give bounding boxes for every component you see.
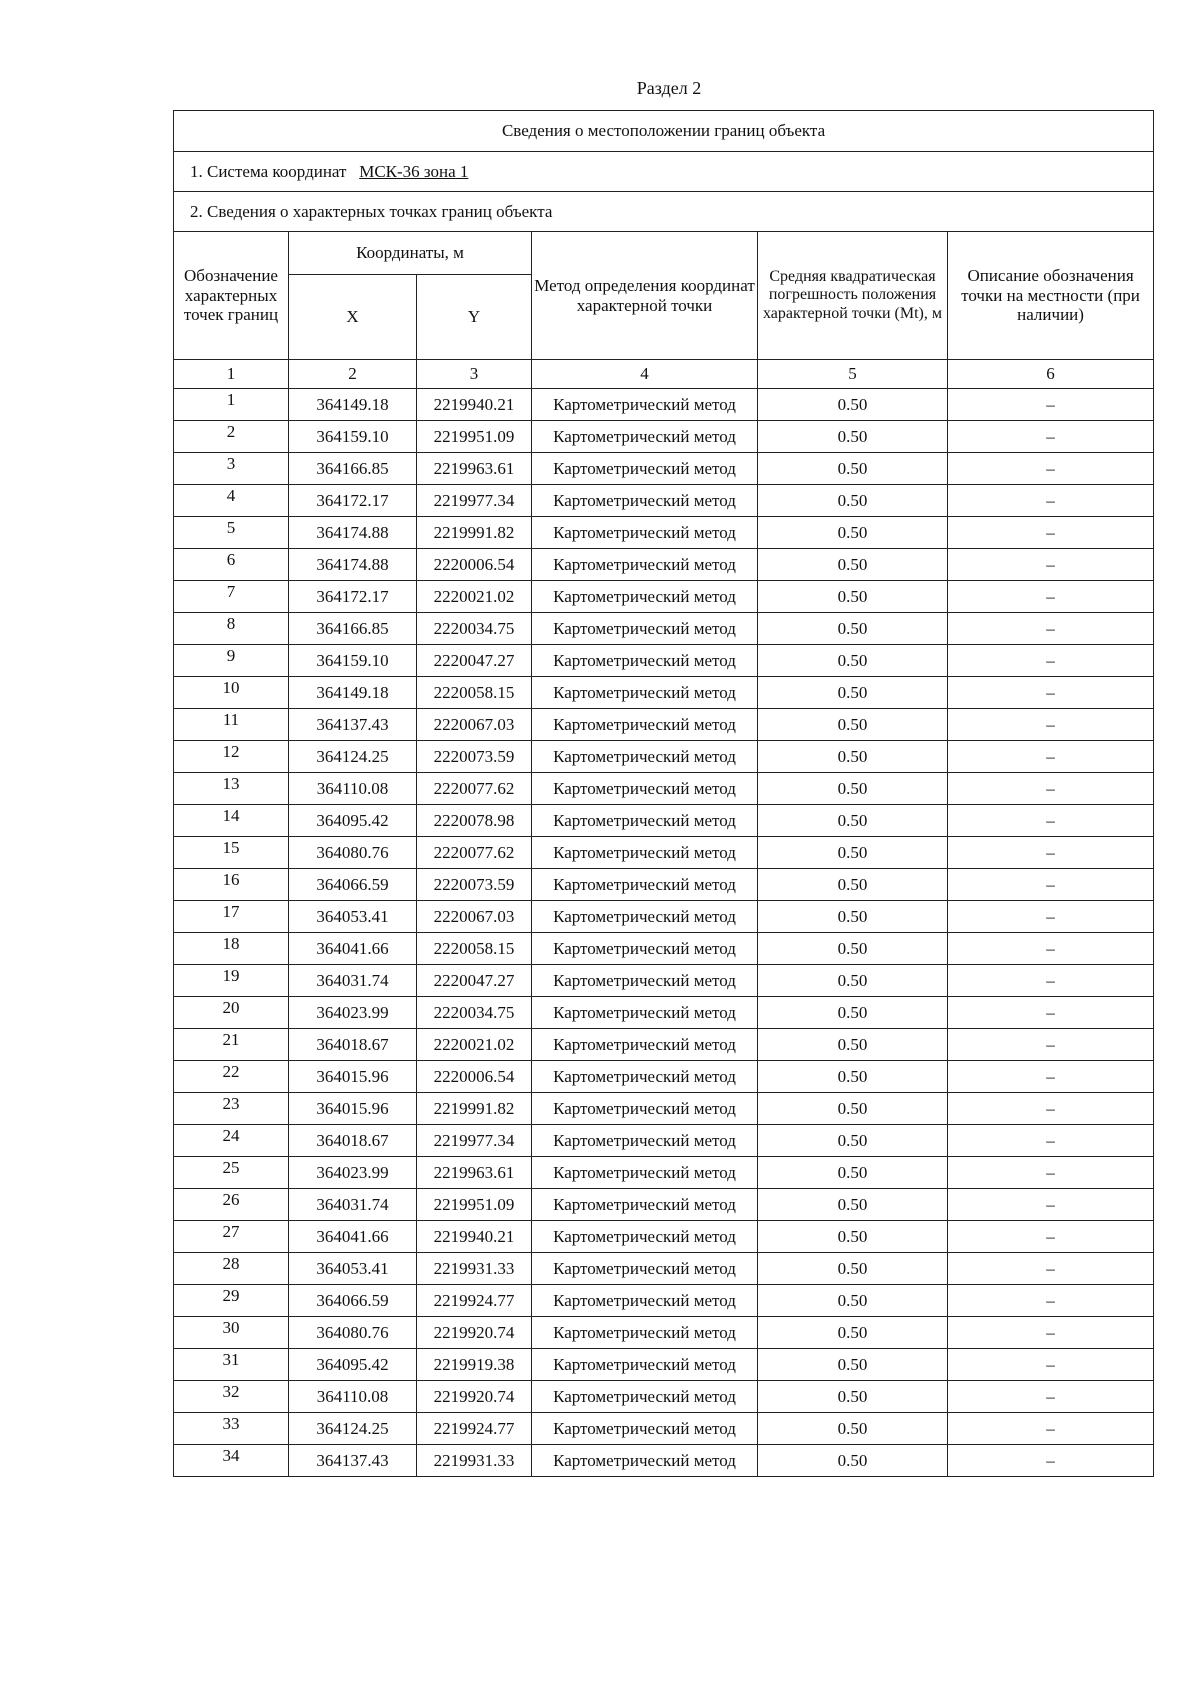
coord-y: 2220077.62 bbox=[417, 837, 532, 869]
table-row bbox=[174, 1157, 1154, 1189]
coord-x: 364080.76 bbox=[289, 837, 417, 869]
table-row bbox=[174, 453, 1154, 485]
coord-x: 364172.17 bbox=[289, 485, 417, 517]
mt-error: 0.50 bbox=[758, 549, 948, 581]
description: – bbox=[948, 933, 1154, 965]
coord-y: 2220006.54 bbox=[417, 1061, 532, 1093]
point-number: 3 bbox=[174, 453, 289, 485]
coord-y: 2219940.21 bbox=[417, 389, 532, 421]
mt-error: 0.50 bbox=[758, 869, 948, 901]
point-number: 18 bbox=[174, 933, 289, 965]
description: – bbox=[948, 1349, 1154, 1381]
mt-error: 0.50 bbox=[758, 965, 948, 997]
table-row bbox=[174, 1381, 1154, 1413]
mt-error: 0.50 bbox=[758, 1253, 948, 1285]
mt-error: 0.50 bbox=[758, 581, 948, 613]
point-number: 27 bbox=[174, 1221, 289, 1253]
coord-y: 2220021.02 bbox=[417, 1029, 532, 1061]
table-row bbox=[174, 1125, 1154, 1157]
point-number: 23 bbox=[174, 1093, 289, 1125]
coord-y: 2220073.59 bbox=[417, 869, 532, 901]
point-number: 15 bbox=[174, 837, 289, 869]
coord-x: 364041.66 bbox=[289, 1221, 417, 1253]
description: – bbox=[948, 1093, 1154, 1125]
mt-error: 0.50 bbox=[758, 933, 948, 965]
method: Картометрический метод bbox=[532, 1157, 758, 1189]
point-number: 26 bbox=[174, 1189, 289, 1221]
point-number: 28 bbox=[174, 1253, 289, 1285]
coord-x: 364172.17 bbox=[289, 581, 417, 613]
data-rows bbox=[174, 389, 1154, 1477]
method: Картометрический метод bbox=[532, 1253, 758, 1285]
description: – bbox=[948, 997, 1154, 1029]
coord-y: 2220034.75 bbox=[417, 613, 532, 645]
table-row bbox=[174, 741, 1154, 773]
description: – bbox=[948, 1413, 1154, 1445]
coord-y: 2220021.02 bbox=[417, 581, 532, 613]
method: Картометрический метод bbox=[532, 1285, 758, 1317]
method: Картометрический метод bbox=[532, 613, 758, 645]
coord-y: 2220067.03 bbox=[417, 901, 532, 933]
table-row bbox=[174, 421, 1154, 453]
description: – bbox=[948, 869, 1154, 901]
coord-x: 364174.88 bbox=[289, 549, 417, 581]
point-number: 6 bbox=[174, 549, 289, 581]
method: Картометрический метод bbox=[532, 485, 758, 517]
table-row bbox=[174, 677, 1154, 709]
coord-x: 364137.43 bbox=[289, 709, 417, 741]
coord-system-value: МСК-36 зона 1 bbox=[359, 161, 469, 181]
col-header-coords: Координаты, м bbox=[289, 232, 532, 275]
table-row bbox=[174, 1221, 1154, 1253]
method: Картометрический метод bbox=[532, 1093, 758, 1125]
coord-x: 364095.42 bbox=[289, 805, 417, 837]
description: – bbox=[948, 517, 1154, 549]
coord-y: 2219919.38 bbox=[417, 1349, 532, 1381]
coord-x: 364174.88 bbox=[289, 517, 417, 549]
description: – bbox=[948, 1221, 1154, 1253]
table-row bbox=[174, 869, 1154, 901]
method: Картометрический метод bbox=[532, 901, 758, 933]
coord-y: 2219963.61 bbox=[417, 1157, 532, 1189]
coord-x: 364031.74 bbox=[289, 965, 417, 997]
coord-y: 2220073.59 bbox=[417, 741, 532, 773]
mt-error: 0.50 bbox=[758, 1413, 948, 1445]
description: – bbox=[948, 549, 1154, 581]
description: – bbox=[948, 773, 1154, 805]
coord-y: 2220067.03 bbox=[417, 709, 532, 741]
table-row bbox=[174, 389, 1154, 421]
mt-error: 0.50 bbox=[758, 389, 948, 421]
table-row bbox=[174, 1029, 1154, 1061]
coord-y: 2220058.15 bbox=[417, 677, 532, 709]
description: – bbox=[948, 901, 1154, 933]
mt-error: 0.50 bbox=[758, 677, 948, 709]
coord-x: 364149.18 bbox=[289, 677, 417, 709]
point-number: 30 bbox=[174, 1317, 289, 1349]
coord-x: 364166.85 bbox=[289, 453, 417, 485]
method: Картометрический метод bbox=[532, 421, 758, 453]
description: – bbox=[948, 453, 1154, 485]
method: Картометрический метод bbox=[532, 549, 758, 581]
mt-error: 0.50 bbox=[758, 1093, 948, 1125]
point-number: 10 bbox=[174, 677, 289, 709]
point-number: 24 bbox=[174, 1125, 289, 1157]
description: – bbox=[948, 1381, 1154, 1413]
point-number: 11 bbox=[174, 709, 289, 741]
coord-x: 364124.25 bbox=[289, 1413, 417, 1445]
description: – bbox=[948, 1445, 1154, 1477]
point-number: 20 bbox=[174, 997, 289, 1029]
method: Картометрический метод bbox=[532, 997, 758, 1029]
method: Картометрический метод bbox=[532, 1317, 758, 1349]
coord-x: 364023.99 bbox=[289, 1157, 417, 1189]
table-row bbox=[174, 1189, 1154, 1221]
mt-error: 0.50 bbox=[758, 773, 948, 805]
description: – bbox=[948, 389, 1154, 421]
method: Картометрический метод bbox=[532, 1413, 758, 1445]
table-row bbox=[174, 805, 1154, 837]
coord-x: 364018.67 bbox=[289, 1125, 417, 1157]
coord-system-row bbox=[174, 152, 1154, 192]
coord-y: 2219940.21 bbox=[417, 1221, 532, 1253]
description: – bbox=[948, 1253, 1154, 1285]
mt-error: 0.50 bbox=[758, 1125, 948, 1157]
mt-error: 0.50 bbox=[758, 1381, 948, 1413]
table-row bbox=[174, 1061, 1154, 1093]
table-row bbox=[174, 1413, 1154, 1445]
method: Картометрический метод bbox=[532, 1445, 758, 1477]
point-number: 16 bbox=[174, 869, 289, 901]
description: – bbox=[948, 965, 1154, 997]
point-number: 1 bbox=[174, 389, 289, 421]
point-number: 32 bbox=[174, 1381, 289, 1413]
col-header-x: X bbox=[289, 275, 417, 360]
coord-x: 364066.59 bbox=[289, 1285, 417, 1317]
col-header-point: Обозначение характерных точек границ bbox=[174, 232, 289, 360]
description: – bbox=[948, 709, 1154, 741]
boundary-points-table bbox=[173, 110, 1154, 1477]
point-number: 4 bbox=[174, 485, 289, 517]
method: Картометрический метод bbox=[532, 453, 758, 485]
points-heading: 2. Сведения о характерных точках границ объекта bbox=[174, 192, 1154, 232]
coord-y: 2219931.33 bbox=[417, 1445, 532, 1477]
coord-x: 364095.42 bbox=[289, 1349, 417, 1381]
mt-error: 0.50 bbox=[758, 453, 948, 485]
method: Картометрический метод bbox=[532, 805, 758, 837]
table-row bbox=[174, 1285, 1154, 1317]
mt-error: 0.50 bbox=[758, 901, 948, 933]
coord-y: 2220047.27 bbox=[417, 645, 532, 677]
col-header-method: Метод определения координат характерной точки bbox=[532, 232, 758, 360]
coord-y: 2220058.15 bbox=[417, 933, 532, 965]
description: – bbox=[948, 677, 1154, 709]
mt-error: 0.50 bbox=[758, 837, 948, 869]
description: – bbox=[948, 581, 1154, 613]
description: – bbox=[948, 421, 1154, 453]
point-number: 34 bbox=[174, 1445, 289, 1477]
mt-error: 0.50 bbox=[758, 1157, 948, 1189]
point-number: 2 bbox=[174, 421, 289, 453]
mt-error: 0.50 bbox=[758, 517, 948, 549]
method: Картометрический метод bbox=[532, 1221, 758, 1253]
coord-y: 2219924.77 bbox=[417, 1285, 532, 1317]
point-number: 14 bbox=[174, 805, 289, 837]
coord-x: 364124.25 bbox=[289, 741, 417, 773]
coord-y: 2219963.61 bbox=[417, 453, 532, 485]
table-row bbox=[174, 1093, 1154, 1125]
coord-y: 2219977.34 bbox=[417, 1125, 532, 1157]
col-header-error: Средняя квадратическая погрешность положения характерной точки (Mt), м bbox=[758, 232, 948, 360]
table-row bbox=[174, 581, 1154, 613]
point-number: 29 bbox=[174, 1285, 289, 1317]
description: – bbox=[948, 805, 1154, 837]
method: Картометрический метод bbox=[532, 1029, 758, 1061]
mt-error: 0.50 bbox=[758, 805, 948, 837]
method: Картометрический метод bbox=[532, 837, 758, 869]
coord-x: 364015.96 bbox=[289, 1093, 417, 1125]
section-title: Раздел 2 bbox=[636, 78, 702, 98]
point-number: 5 bbox=[174, 517, 289, 549]
coord-y: 2220006.54 bbox=[417, 549, 532, 581]
description: – bbox=[948, 1029, 1154, 1061]
coord-system-label: 1. Система координат bbox=[190, 161, 347, 181]
table-row bbox=[174, 517, 1154, 549]
column-number: 3 bbox=[417, 360, 532, 389]
method: Картометрический метод bbox=[532, 645, 758, 677]
coord-y: 2219991.82 bbox=[417, 1093, 532, 1125]
method: Картометрический метод bbox=[532, 517, 758, 549]
mt-error: 0.50 bbox=[758, 613, 948, 645]
coord-y: 2220047.27 bbox=[417, 965, 532, 997]
description: – bbox=[948, 741, 1154, 773]
mt-error: 0.50 bbox=[758, 1317, 948, 1349]
point-number: 19 bbox=[174, 965, 289, 997]
method: Картометрический метод bbox=[532, 741, 758, 773]
column-number: 5 bbox=[758, 360, 948, 389]
mt-error: 0.50 bbox=[758, 997, 948, 1029]
method: Картометрический метод bbox=[532, 933, 758, 965]
coord-y: 2219951.09 bbox=[417, 1189, 532, 1221]
table-row bbox=[174, 901, 1154, 933]
coord-y: 2220077.62 bbox=[417, 773, 532, 805]
coord-y: 2219920.74 bbox=[417, 1317, 532, 1349]
coord-x: 364023.99 bbox=[289, 997, 417, 1029]
description: – bbox=[948, 613, 1154, 645]
table-row bbox=[174, 1445, 1154, 1477]
point-number: 22 bbox=[174, 1061, 289, 1093]
coord-x: 364166.85 bbox=[289, 613, 417, 645]
coord-y: 2220078.98 bbox=[417, 805, 532, 837]
method: Картометрический метод bbox=[532, 1381, 758, 1413]
mt-error: 0.50 bbox=[758, 1445, 948, 1477]
point-number: 12 bbox=[174, 741, 289, 773]
coord-x: 364066.59 bbox=[289, 869, 417, 901]
method: Картометрический метод bbox=[532, 389, 758, 421]
coord-x: 364149.18 bbox=[289, 389, 417, 421]
point-number: 13 bbox=[174, 773, 289, 805]
coord-x: 364041.66 bbox=[289, 933, 417, 965]
description: – bbox=[948, 1061, 1154, 1093]
point-number: 9 bbox=[174, 645, 289, 677]
table-row bbox=[174, 997, 1154, 1029]
coord-y: 2219931.33 bbox=[417, 1253, 532, 1285]
point-number: 8 bbox=[174, 613, 289, 645]
description: – bbox=[948, 485, 1154, 517]
table-row bbox=[174, 645, 1154, 677]
mt-error: 0.50 bbox=[758, 485, 948, 517]
coord-x: 364015.96 bbox=[289, 1061, 417, 1093]
table-row bbox=[174, 773, 1154, 805]
column-number: 4 bbox=[532, 360, 758, 389]
point-number: 31 bbox=[174, 1349, 289, 1381]
mt-error: 0.50 bbox=[758, 1221, 948, 1253]
coord-x: 364159.10 bbox=[289, 421, 417, 453]
coord-y: 2219951.09 bbox=[417, 421, 532, 453]
method: Картометрический метод bbox=[532, 965, 758, 997]
point-number: 21 bbox=[174, 1029, 289, 1061]
coord-y: 2219924.77 bbox=[417, 1413, 532, 1445]
method: Картометрический метод bbox=[532, 1061, 758, 1093]
mt-error: 0.50 bbox=[758, 1285, 948, 1317]
description: – bbox=[948, 837, 1154, 869]
point-number: 33 bbox=[174, 1413, 289, 1445]
table-row bbox=[174, 485, 1154, 517]
method: Картометрический метод bbox=[532, 869, 758, 901]
method: Картометрический метод bbox=[532, 1189, 758, 1221]
description: – bbox=[948, 1189, 1154, 1221]
coord-x: 364080.76 bbox=[289, 1317, 417, 1349]
column-number: 2 bbox=[289, 360, 417, 389]
table-row bbox=[174, 965, 1154, 997]
mt-error: 0.50 bbox=[758, 741, 948, 773]
table-row bbox=[174, 1317, 1154, 1349]
description: – bbox=[948, 1285, 1154, 1317]
mt-error: 0.50 bbox=[758, 645, 948, 677]
table-row bbox=[174, 549, 1154, 581]
table-title: Сведения о местоположении границ объекта bbox=[174, 111, 1154, 152]
table-row bbox=[174, 1253, 1154, 1285]
coord-x: 364031.74 bbox=[289, 1189, 417, 1221]
col-header-description: Описание обозначения точки на местности (при наличии) bbox=[948, 232, 1154, 360]
coord-x: 364110.08 bbox=[289, 773, 417, 805]
table-row bbox=[174, 933, 1154, 965]
column-numbers-row bbox=[174, 360, 1154, 389]
method: Картометрический метод bbox=[532, 677, 758, 709]
coord-x: 364053.41 bbox=[289, 901, 417, 933]
coord-x: 364053.41 bbox=[289, 1253, 417, 1285]
description: – bbox=[948, 645, 1154, 677]
mt-error: 0.50 bbox=[758, 1061, 948, 1093]
col-header-y: Y bbox=[417, 275, 532, 360]
mt-error: 0.50 bbox=[758, 421, 948, 453]
description: – bbox=[948, 1317, 1154, 1349]
mt-error: 0.50 bbox=[758, 1189, 948, 1221]
mt-error: 0.50 bbox=[758, 1349, 948, 1381]
point-number: 17 bbox=[174, 901, 289, 933]
table-row bbox=[174, 613, 1154, 645]
description: – bbox=[948, 1157, 1154, 1189]
coord-y: 2219991.82 bbox=[417, 517, 532, 549]
coord-x: 364137.43 bbox=[289, 1445, 417, 1477]
column-number: 6 bbox=[948, 360, 1154, 389]
mt-error: 0.50 bbox=[758, 1029, 948, 1061]
coord-y: 2219920.74 bbox=[417, 1381, 532, 1413]
column-number: 1 bbox=[174, 360, 289, 389]
method: Картометрический метод bbox=[532, 581, 758, 613]
coord-x: 364018.67 bbox=[289, 1029, 417, 1061]
method: Картометрический метод bbox=[532, 1349, 758, 1381]
table-row bbox=[174, 837, 1154, 869]
mt-error: 0.50 bbox=[758, 709, 948, 741]
point-number: 25 bbox=[174, 1157, 289, 1189]
method: Картометрический метод bbox=[532, 1125, 758, 1157]
method: Картометрический метод bbox=[532, 773, 758, 805]
coord-y: 2219977.34 bbox=[417, 485, 532, 517]
description: – bbox=[948, 1125, 1154, 1157]
point-number: 7 bbox=[174, 581, 289, 613]
table-row bbox=[174, 709, 1154, 741]
method: Картометрический метод bbox=[532, 709, 758, 741]
table-row bbox=[174, 1349, 1154, 1381]
coord-x: 364159.10 bbox=[289, 645, 417, 677]
coord-y: 2220034.75 bbox=[417, 997, 532, 1029]
coord-x: 364110.08 bbox=[289, 1381, 417, 1413]
